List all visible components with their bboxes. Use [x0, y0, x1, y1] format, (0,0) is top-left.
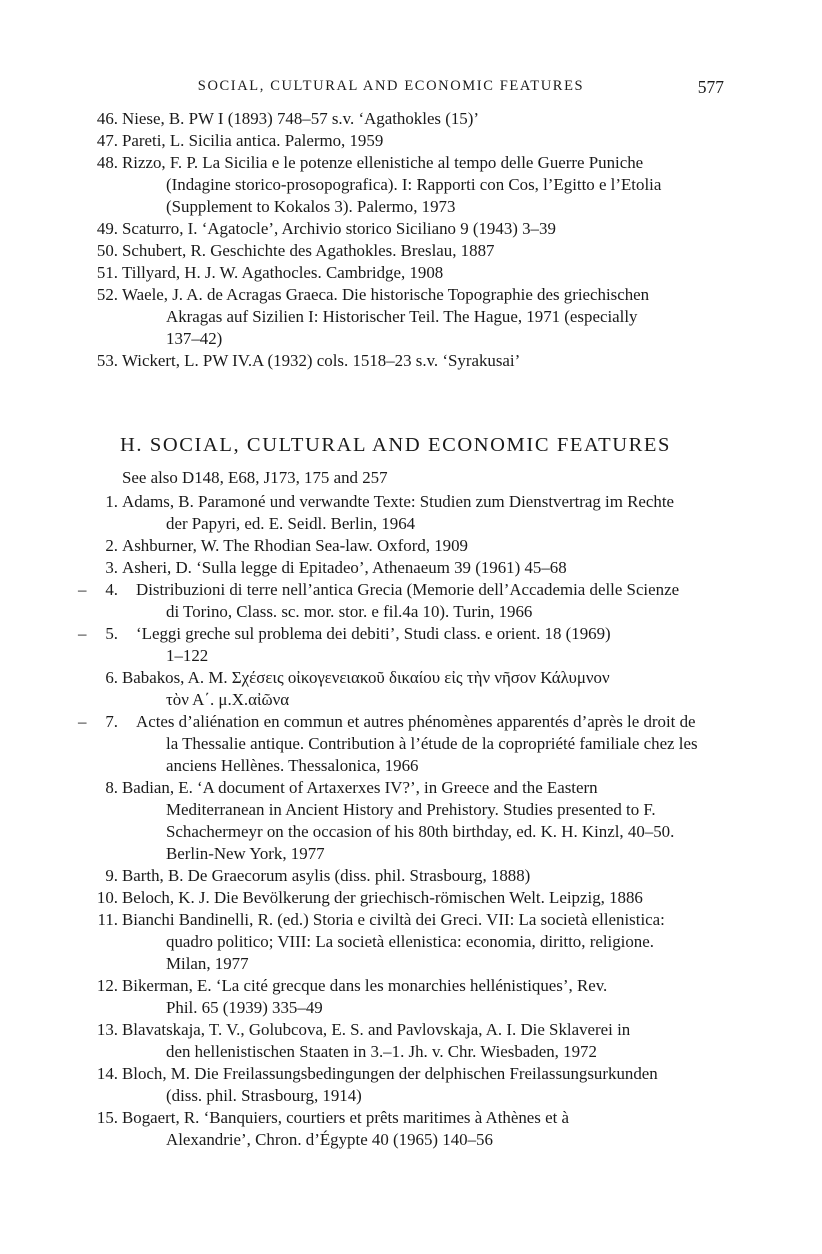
entry-number: 4 .: [78, 579, 118, 601]
bibliography-entry: [0, 284, 722, 350]
entry-number: 8 .: [78, 777, 118, 799]
bibliography-entry: [0, 909, 722, 975]
entry-continuation: der Papyri, ed. E. Seidl. Berlin, 1964: [166, 514, 416, 533]
entry-text: Badian, E. ‘A document of Artaxerxes IV?’, in Greece and the Eastern: [122, 778, 598, 797]
entry-continuation: la Thessalie antique. Contribution à l’étude de la copropriété familiale chez les: [166, 734, 698, 753]
bibliography-entry: [0, 218, 722, 240]
entry-number: 49 .: [78, 218, 118, 240]
entry-continuation: (Supplement to Kokalos 3). Palermo, 1973: [166, 197, 456, 216]
entry-continuation: di Torino, Class. sc. mor. stor. e fil.4a 10). Turin, 1966: [166, 602, 533, 621]
bibliography-entry: [0, 667, 722, 711]
running-head: [118, 78, 724, 100]
bibliography-entry: [0, 535, 722, 557]
entry-continuation: Schachermeyr on the occasion of his 80th birthday, ed. K. H. Kinzl, 40–50.: [166, 822, 675, 841]
entry-text: Schubert, R. Geschichte des Agathokles. Breslau, 1887: [122, 241, 495, 260]
bibliography-entry: [0, 579, 722, 623]
entry-continuation: Phil. 65 (1939) 335–49: [166, 998, 323, 1017]
entry-number: 11 .: [78, 909, 118, 931]
entry-number: 6 .: [78, 667, 118, 689]
entry-text: Waele, J. A. de Acragas Graeca. Die historische Topographie des griechischen: [122, 285, 650, 304]
entry-number: 50 .: [78, 240, 118, 262]
running-title: SOCIAL, CULTURAL AND ECONOMIC FEATURES: [197, 78, 585, 94]
bibliography-entry: [0, 152, 722, 218]
ditto-dash: –: [78, 580, 87, 599]
entry-text: Niese, B. PW I (1893) 748–57 s.v. ‘Agathokles (15)’: [122, 109, 479, 128]
bibliography-entry: [0, 491, 722, 535]
entry-text: Ashburner, W. The Rhodian Sea-law. Oxford, 1909: [122, 536, 468, 555]
entry-text: Beloch, K. J. Die Bevölkerung der griechisch-römischen Welt. Leipzig, 1886: [122, 888, 643, 907]
bibliography-entry: [0, 262, 722, 284]
entry-continuation: quadro politico; VIII: La società ellenistica: economia, diritto, religione.: [166, 932, 654, 951]
bibliography-entry: [0, 975, 722, 1019]
entry-text: Distribuzioni di terre nell’antica Grecia (Memorie dell’Accademia delle Scienze: [136, 580, 680, 599]
entry-text: Asheri, D. ‘Sulla legge di Epitadeo’, Athenaeum 39 (1961) 45–68: [122, 558, 567, 577]
entry-number: 51 .: [78, 262, 118, 284]
entry-text: Actes d’aliénation en commun et autres phénomènes apparentés d’après le droit de: [136, 712, 696, 731]
bibliography-entry: [0, 1063, 722, 1107]
ditto-dash: –: [78, 624, 87, 643]
entry-number: 12 .: [78, 975, 118, 997]
bibliography-entry: [0, 240, 722, 262]
entry-number: 1 .: [78, 491, 118, 513]
bibliography-list-previous-section: [0, 108, 822, 372]
entry-number: 48 .: [78, 152, 118, 174]
entry-continuation: Akragas auf Sizilien I: Historischer Teil. The Hague, 1971 (especially: [166, 307, 638, 326]
entry-number: 2 .: [78, 535, 118, 557]
entry-text: Bianchi Bandinelli, R. (ed.) Storia e civiltà dei Greci. VII: La società ellenistica:: [122, 910, 665, 929]
entry-number: 53 .: [78, 350, 118, 372]
entry-text: Bloch, M. Die Freilassungsbedingungen der delphischen Freilassungsurkunden: [122, 1064, 658, 1083]
bibliography-entry: [0, 623, 722, 667]
bibliography-entry: [0, 1107, 722, 1151]
entry-number: 46 .: [78, 108, 118, 130]
bibliography-entry: [0, 1019, 722, 1063]
entry-text: Barth, B. De Graecorum asylis (diss. phil. Strasbourg, 1888): [122, 866, 531, 885]
entry-text: Adams, B. Paramoné und verwandte Texte: Studien zum Dienstvertrag im Rechte: [122, 492, 675, 511]
entry-continuation: Milan, 1977: [166, 954, 249, 973]
entry-continuation: Berlin-New York, 1977: [166, 844, 325, 863]
entry-text: Pareti, L. Sicilia antica. Palermo, 1959: [122, 131, 384, 150]
entry-continuation: τὸν Α΄. μ.Χ.αἰῶνα: [166, 690, 290, 709]
entry-number: 47 .: [78, 130, 118, 152]
entry-number: 3 .: [78, 557, 118, 579]
bibliography-entry: [0, 108, 722, 130]
entry-continuation: (Indagine storico-prosopografica). I: Rapporti con Cos, l’Egitto e l’Etolia: [166, 175, 662, 194]
entry-continuation: Mediterranean in Ancient History and Prehistory. Studies presented to F.: [166, 800, 656, 819]
entry-text: Scaturro, I. ‘Agatocle’, Archivio storico Siciliano 9 (1943) 3–39: [122, 219, 556, 238]
entry-number: 52 .: [78, 284, 118, 306]
entry-text: Blavatskaja, T. V., Golubcova, E. S. and Pavlovskaja, A. I. Die Sklaverei in: [122, 1020, 631, 1039]
entry-number: 9 .: [78, 865, 118, 887]
bibliography-entry: [0, 777, 722, 865]
entry-number: 7 .: [78, 711, 118, 733]
ditto-dash: –: [78, 712, 87, 731]
bibliography-entry: [0, 887, 722, 909]
bibliography-entry: [0, 130, 722, 152]
entry-text: Wickert, L. PW IV.A (1932) cols. 1518–23 s.v. ‘Syrakusai’: [122, 351, 521, 370]
entry-text: Tillyard, H. J. W. Agathocles. Cambridge, 1908: [122, 263, 444, 282]
entry-continuation: Alexandrie’, Chron. d’Égypte 40 (1965) 140–56: [166, 1130, 493, 1149]
entry-number: 15 .: [78, 1107, 118, 1129]
entry-number: 13 .: [78, 1019, 118, 1041]
bibliography-entry: [0, 557, 722, 579]
page-number: 577: [697, 77, 724, 97]
entry-text: Rizzo, F. P. La Sicilia e le potenze ellenistiche al tempo delle Guerre Puniche: [122, 153, 644, 172]
entry-text: Bogaert, R. ‘Banquiers, courtiers et prêts maritimes à Athènes et à: [122, 1108, 569, 1127]
entry-continuation: den hellenistischen Staaten in 3.–1. Jh. v. Chr. Wiesbaden, 1972: [166, 1042, 597, 1061]
entry-continuation: 137–42): [166, 329, 223, 348]
bibliography-entry: [0, 711, 722, 777]
entry-continuation: anciens Hellènes. Thessalonica, 1966: [166, 756, 419, 775]
entry-number: 10 .: [78, 887, 118, 909]
entry-number: 14 .: [78, 1063, 118, 1085]
entry-number: 5 .: [78, 623, 118, 645]
entry-text: Bikerman, E. ‘La cité grecque dans les monarchies hellénistiques’, Rev.: [122, 976, 608, 995]
bibliography-list-section-h: [0, 491, 822, 1151]
section-heading: H. SOCIAL, CULTURAL AND ECONOMIC FEATURES: [120, 434, 671, 456]
entry-text: Babakos, A. M. Σχέσεις οἰκογενειακοῦ δικαίου εἰς τὴν νῆσον Κάλυμνον: [122, 668, 610, 687]
entry-text: ‘Leggi greche sul problema dei debiti’, Studi class. e orient. 18 (1969): [136, 624, 611, 643]
bibliography-entry: [0, 865, 722, 887]
entry-continuation: (diss. phil. Strasbourg, 1914): [166, 1086, 362, 1105]
see-also-note: See also D148, E68, J173, 175 and 257: [122, 468, 388, 487]
bibliography-entry: [0, 350, 722, 372]
entry-continuation: 1–122: [166, 646, 209, 665]
